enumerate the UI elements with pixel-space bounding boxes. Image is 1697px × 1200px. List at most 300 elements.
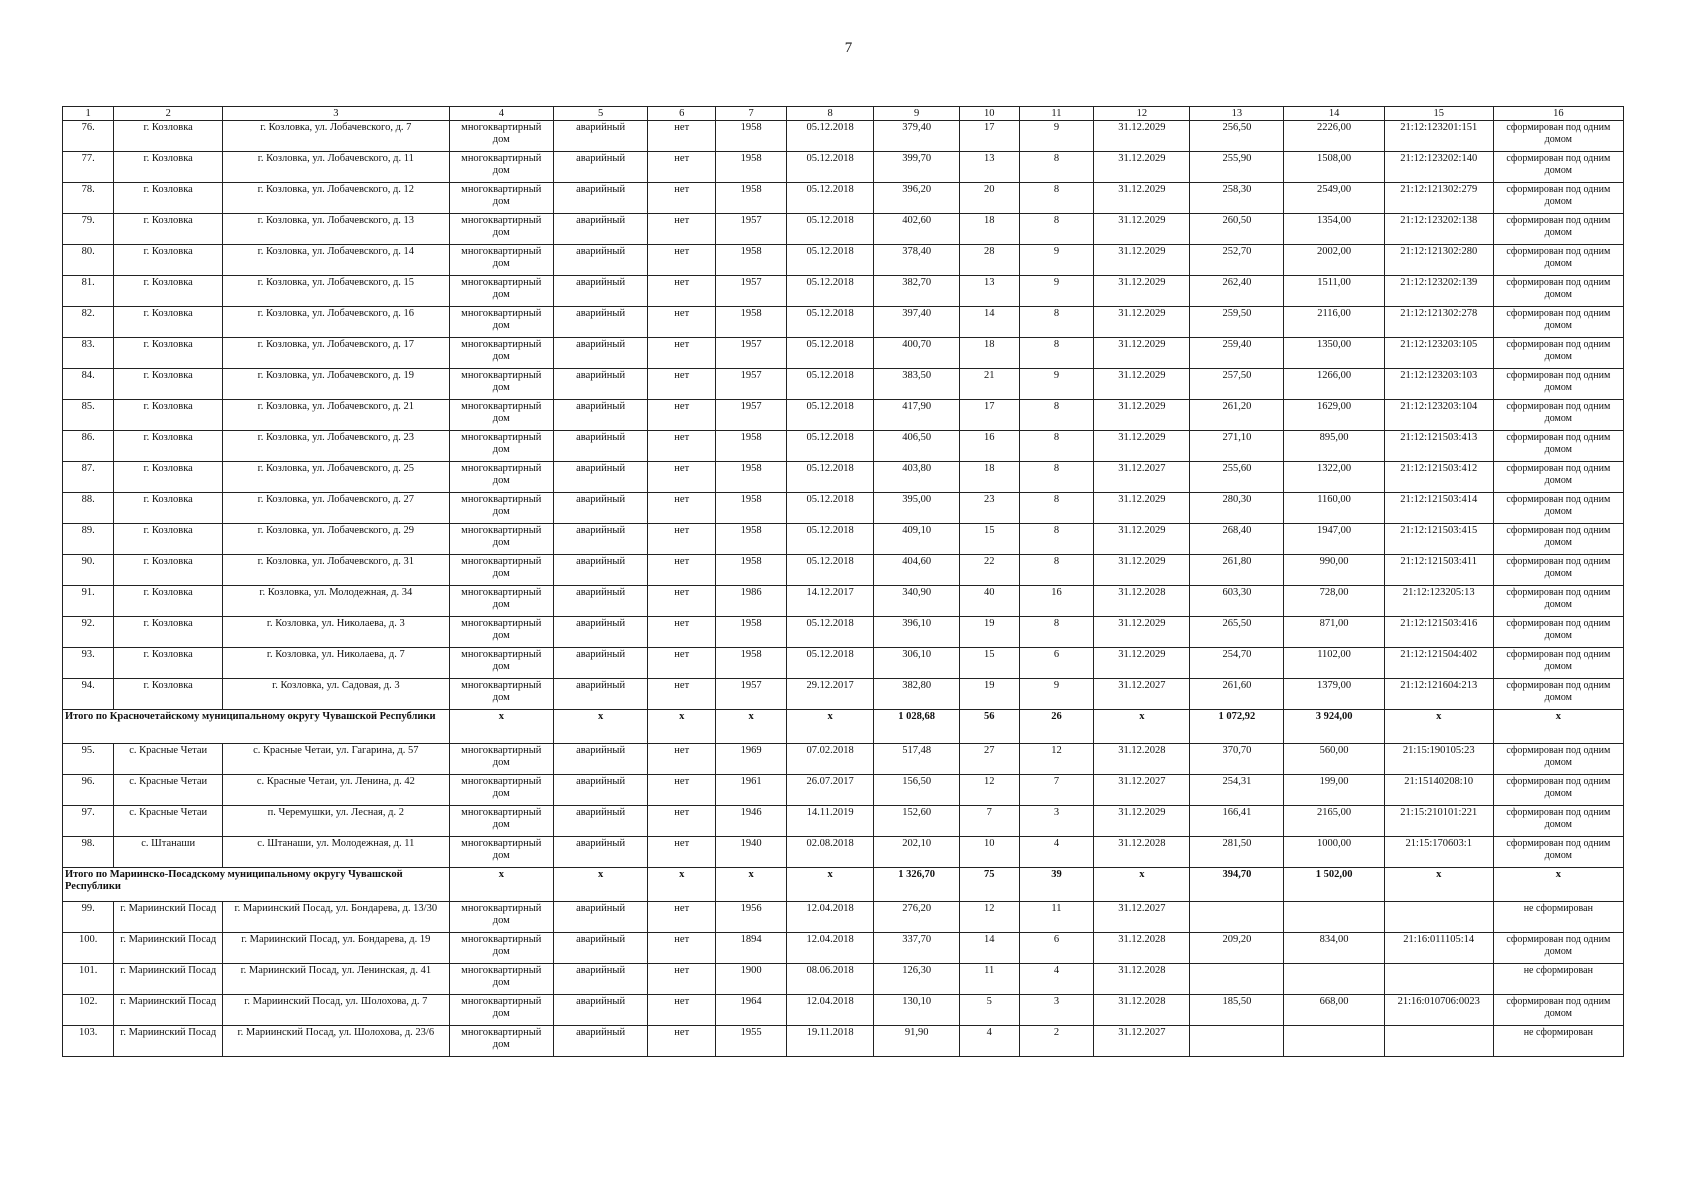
table-cell: 21:15:190105:23 xyxy=(1384,744,1493,775)
table-cell: 21:12:121503:412 xyxy=(1384,462,1493,493)
table-cell: 31.12.2029 xyxy=(1094,183,1190,214)
table-cell: 8 xyxy=(1019,152,1094,183)
table-cell: многоквартирный дом xyxy=(449,245,554,276)
table-cell: 31.12.2029 xyxy=(1094,152,1190,183)
table-cell: 1946 xyxy=(716,806,786,837)
table-cell: 31.12.2029 xyxy=(1094,524,1190,555)
table-cell: 05.12.2018 xyxy=(786,369,874,400)
table-cell: аварийный xyxy=(554,493,648,524)
table-cell: 517,48 xyxy=(874,744,959,775)
table-row xyxy=(63,152,1624,183)
table-cell: нет xyxy=(648,555,716,586)
table-cell: 94. xyxy=(63,679,114,710)
table-cell: 14.12.2017 xyxy=(786,586,874,617)
subtotal-row xyxy=(63,868,1624,902)
table-cell: нет xyxy=(648,744,716,775)
table-cell: 1969 xyxy=(716,744,786,775)
table-cell: 90. xyxy=(63,555,114,586)
table-cell: 31.12.2028 xyxy=(1094,995,1190,1026)
table-cell: 261,80 xyxy=(1190,555,1284,586)
housing-register-table xyxy=(62,106,1624,1057)
table-cell: сформирован под одним домом xyxy=(1493,400,1623,431)
table-cell: 95. xyxy=(63,744,114,775)
table-cell: сформирован под одним домом xyxy=(1493,933,1623,964)
table-cell: г. Мариинский Посад, ул. Ленинская, д. 41 xyxy=(223,964,449,995)
table-cell: 1000,00 xyxy=(1284,837,1384,868)
table-cell: нет xyxy=(648,775,716,806)
table-cell: 21:12:123203:104 xyxy=(1384,400,1493,431)
table-cell: аварийный xyxy=(554,617,648,648)
table-cell: 1955 xyxy=(716,1026,786,1057)
table-cell: г. Козловка, ул. Лобачевского, д. 29 xyxy=(223,524,449,555)
table-cell: 05.12.2018 xyxy=(786,524,874,555)
table-cell: сформирован под одним домом xyxy=(1493,214,1623,245)
table-cell: 258,30 xyxy=(1190,183,1284,214)
table-cell: 31.12.2028 xyxy=(1094,586,1190,617)
table-cell: 103. xyxy=(63,1026,114,1057)
table-cell: 100. xyxy=(63,933,114,964)
table-cell: 378,40 xyxy=(874,245,959,276)
table-cell: 19 xyxy=(959,617,1019,648)
table-cell: 97. xyxy=(63,806,114,837)
subtotal-cell: x xyxy=(1493,868,1623,902)
table-cell: 337,70 xyxy=(874,933,959,964)
table-cell: 1322,00 xyxy=(1284,462,1384,493)
table-cell: 409,10 xyxy=(874,524,959,555)
table-cell: нет xyxy=(648,933,716,964)
subtotal-cell: 1 326,70 xyxy=(874,868,959,902)
table-cell: 7 xyxy=(959,806,1019,837)
table-cell: сформирован под одним домом xyxy=(1493,493,1623,524)
table-cell: 14 xyxy=(959,307,1019,338)
table-cell: г. Козловка xyxy=(114,617,223,648)
subtotal-cell: x xyxy=(1384,710,1493,744)
table-cell: г. Козловка xyxy=(114,369,223,400)
table-row xyxy=(63,524,1624,555)
table-cell: 1958 xyxy=(716,307,786,338)
column-number: 4 xyxy=(449,107,554,121)
column-number: 8 xyxy=(786,107,874,121)
subtotal-cell: x xyxy=(449,868,554,902)
table-cell: 31.12.2028 xyxy=(1094,933,1190,964)
table-cell: 17 xyxy=(959,400,1019,431)
column-number: 9 xyxy=(874,107,959,121)
table-cell: 15 xyxy=(959,524,1019,555)
table-cell: нет xyxy=(648,995,716,1026)
subtotal-cell: x xyxy=(648,710,716,744)
table-cell: 40 xyxy=(959,586,1019,617)
table-cell: 260,50 xyxy=(1190,214,1284,245)
table-cell: 271,10 xyxy=(1190,431,1284,462)
table-cell: 9 xyxy=(1019,121,1094,152)
table-cell: 11 xyxy=(959,964,1019,995)
table-cell: 152,60 xyxy=(874,806,959,837)
table-cell: 8 xyxy=(1019,462,1094,493)
table-cell: 2165,00 xyxy=(1284,806,1384,837)
table-cell: нет xyxy=(648,806,716,837)
table-cell: 31.12.2029 xyxy=(1094,617,1190,648)
table-cell: 1958 xyxy=(716,617,786,648)
table-cell: 276,20 xyxy=(874,902,959,933)
column-number: 11 xyxy=(1019,107,1094,121)
table-cell: 6 xyxy=(1019,648,1094,679)
table-row xyxy=(63,964,1624,995)
table-cell: аварийный xyxy=(554,121,648,152)
table-cell: нет xyxy=(648,617,716,648)
table-cell: аварийный xyxy=(554,462,648,493)
table-cell: 399,70 xyxy=(874,152,959,183)
table-cell: многоквартирный дом xyxy=(449,369,554,400)
table-cell: 1160,00 xyxy=(1284,493,1384,524)
table-cell: многоквартирный дом xyxy=(449,679,554,710)
table-cell: 05.12.2018 xyxy=(786,214,874,245)
table-cell: 7 xyxy=(1019,775,1094,806)
table-cell: г. Козловка xyxy=(114,648,223,679)
subtotal-cell: 3 924,00 xyxy=(1284,710,1384,744)
subtotal-row xyxy=(63,710,1624,744)
table-cell: с. Красные Четаи xyxy=(114,744,223,775)
table-cell: аварийный xyxy=(554,586,648,617)
table-cell: г. Козловка xyxy=(114,493,223,524)
table-cell: 4 xyxy=(959,1026,1019,1057)
table-row xyxy=(63,400,1624,431)
table-cell: 31.12.2029 xyxy=(1094,276,1190,307)
table-cell: сформирован под одним домом xyxy=(1493,121,1623,152)
table-cell: 397,40 xyxy=(874,307,959,338)
table-cell: многоквартирный дом xyxy=(449,775,554,806)
table-cell: нет xyxy=(648,152,716,183)
table-cell: 257,50 xyxy=(1190,369,1284,400)
table-cell: 395,00 xyxy=(874,493,959,524)
table-cell: 8 xyxy=(1019,307,1094,338)
table-cell: 83. xyxy=(63,338,114,369)
table-cell: 88. xyxy=(63,493,114,524)
table-cell: 370,70 xyxy=(1190,744,1284,775)
table-cell: 130,10 xyxy=(874,995,959,1026)
table-cell: 10 xyxy=(959,837,1019,868)
table-row xyxy=(63,555,1624,586)
table-cell: 31.12.2029 xyxy=(1094,338,1190,369)
column-number: 5 xyxy=(554,107,648,121)
table-cell: 1958 xyxy=(716,555,786,586)
table-cell: 1958 xyxy=(716,245,786,276)
table-cell: 31.12.2027 xyxy=(1094,1026,1190,1057)
table-cell: 31.12.2029 xyxy=(1094,400,1190,431)
table-cell: 23 xyxy=(959,493,1019,524)
subtotal-cell: 26 xyxy=(1019,710,1094,744)
table-row xyxy=(63,307,1624,338)
subtotal-cell: 1 072,92 xyxy=(1190,710,1284,744)
table-cell: 08.06.2018 xyxy=(786,964,874,995)
table-cell: 1958 xyxy=(716,648,786,679)
table-cell: г. Козловка, ул. Лобачевского, д. 12 xyxy=(223,183,449,214)
table-cell: 21:12:123202:139 xyxy=(1384,276,1493,307)
table-cell: 1379,00 xyxy=(1284,679,1384,710)
column-number: 7 xyxy=(716,107,786,121)
table-cell: многоквартирный дом xyxy=(449,183,554,214)
table-cell: г. Козловка, ул. Молодежная, д. 34 xyxy=(223,586,449,617)
table-row xyxy=(63,933,1624,964)
table-cell: 1958 xyxy=(716,183,786,214)
table-cell: с. Красные Четаи xyxy=(114,775,223,806)
table-cell: 21:12:121302:278 xyxy=(1384,307,1493,338)
table-cell: сформирован под одним домом xyxy=(1493,806,1623,837)
table-cell: 1961 xyxy=(716,775,786,806)
table-row xyxy=(63,679,1624,710)
table-cell: 19.11.2018 xyxy=(786,1026,874,1057)
table-cell: 78. xyxy=(63,183,114,214)
table-cell: многоквартирный дом xyxy=(449,431,554,462)
table-cell: 256,50 xyxy=(1190,121,1284,152)
table-cell: г. Козловка xyxy=(114,462,223,493)
table-cell: нет xyxy=(648,524,716,555)
table-cell: 306,10 xyxy=(874,648,959,679)
table-cell: 05.12.2018 xyxy=(786,338,874,369)
table-cell: 85. xyxy=(63,400,114,431)
table-cell: 18 xyxy=(959,214,1019,245)
table-cell: 1511,00 xyxy=(1284,276,1384,307)
subtotal-cell: x xyxy=(1493,710,1623,744)
table-cell: 05.12.2018 xyxy=(786,183,874,214)
table-cell: 98. xyxy=(63,837,114,868)
table-cell: нет xyxy=(648,837,716,868)
table-cell: 255,90 xyxy=(1190,152,1284,183)
table-cell: 05.12.2018 xyxy=(786,276,874,307)
table-cell: многоквартирный дом xyxy=(449,995,554,1026)
table-cell: нет xyxy=(648,586,716,617)
table-cell: аварийный xyxy=(554,679,648,710)
table-cell: 382,80 xyxy=(874,679,959,710)
table-cell: 29.12.2017 xyxy=(786,679,874,710)
table-cell: 21:12:123203:103 xyxy=(1384,369,1493,400)
table-cell: 382,70 xyxy=(874,276,959,307)
table-cell: аварийный xyxy=(554,744,648,775)
table-cell: 259,40 xyxy=(1190,338,1284,369)
table-cell: с. Красные Четаи xyxy=(114,806,223,837)
table-cell: с. Красные Четаи, ул. Гагарина, д. 57 xyxy=(223,744,449,775)
table-cell: г. Козловка, ул. Лобачевского, д. 14 xyxy=(223,245,449,276)
table-cell: 79. xyxy=(63,214,114,245)
table-cell: 406,50 xyxy=(874,431,959,462)
table-cell: 31.12.2029 xyxy=(1094,493,1190,524)
column-number: 1 xyxy=(63,107,114,121)
table-cell: сформирован под одним домом xyxy=(1493,679,1623,710)
table-cell: 1266,00 xyxy=(1284,369,1384,400)
table-cell: сформирован под одним домом xyxy=(1493,183,1623,214)
column-number: 13 xyxy=(1190,107,1284,121)
table-cell: сформирован под одним домом xyxy=(1493,369,1623,400)
table-cell: многоквартирный дом xyxy=(449,276,554,307)
table-cell: 21:12:123205:13 xyxy=(1384,586,1493,617)
table-cell: 21:12:123201:151 xyxy=(1384,121,1493,152)
table-cell: 261,60 xyxy=(1190,679,1284,710)
table-cell: п. Черемушки, ул. Лесная, д. 2 xyxy=(223,806,449,837)
table-cell: 12 xyxy=(959,775,1019,806)
table-cell: аварийный xyxy=(554,775,648,806)
column-number: 14 xyxy=(1284,107,1384,121)
table-cell: многоквартирный дом xyxy=(449,493,554,524)
table-cell: 1958 xyxy=(716,524,786,555)
table-cell: 8 xyxy=(1019,338,1094,369)
table-cell: 22 xyxy=(959,555,1019,586)
table-cell: 05.12.2018 xyxy=(786,555,874,586)
table-cell: г. Козловка, ул. Лобачевского, д. 21 xyxy=(223,400,449,431)
table-cell: 21:12:121503:416 xyxy=(1384,617,1493,648)
table-cell: 1957 xyxy=(716,369,786,400)
table-cell: 05.12.2018 xyxy=(786,648,874,679)
table-cell: 199,00 xyxy=(1284,775,1384,806)
table-cell: 31.12.2028 xyxy=(1094,744,1190,775)
table-cell: г. Мариинский Посад xyxy=(114,964,223,995)
table-cell: многоквартирный дом xyxy=(449,214,554,245)
table-cell: аварийный xyxy=(554,555,648,586)
table-cell: сформирован под одним домом xyxy=(1493,586,1623,617)
table-cell: нет xyxy=(648,493,716,524)
table-cell: сформирован под одним домом xyxy=(1493,775,1623,806)
table-cell: многоквартирный дом xyxy=(449,902,554,933)
table-cell: 156,50 xyxy=(874,775,959,806)
table-cell: 8 xyxy=(1019,555,1094,586)
table-cell: г. Козловка xyxy=(114,524,223,555)
table-cell: 31.12.2029 xyxy=(1094,431,1190,462)
table-cell: 81. xyxy=(63,276,114,307)
table-cell: 21:12:123202:140 xyxy=(1384,152,1493,183)
subtotal-cell: x xyxy=(1094,868,1190,902)
table-cell: сформирован под одним домом xyxy=(1493,617,1623,648)
table-cell: г. Козловка, ул. Садовая, д. 3 xyxy=(223,679,449,710)
table-cell: нет xyxy=(648,431,716,462)
table-cell: 82. xyxy=(63,307,114,338)
table-cell: 14 xyxy=(959,933,1019,964)
table-cell: 185,50 xyxy=(1190,995,1284,1026)
table-cell: г. Козловка xyxy=(114,183,223,214)
table-cell: 603,30 xyxy=(1190,586,1284,617)
table-cell: 31.12.2029 xyxy=(1094,369,1190,400)
table-cell: г. Козловка xyxy=(114,400,223,431)
subtotal-cell: x xyxy=(449,710,554,744)
table-cell: г. Козловка, ул. Лобачевского, д. 19 xyxy=(223,369,449,400)
table-row xyxy=(63,245,1624,276)
table-cell: 21:12:121503:415 xyxy=(1384,524,1493,555)
table-cell: многоквартирный дом xyxy=(449,555,554,586)
table-cell: 1894 xyxy=(716,933,786,964)
table-row xyxy=(63,214,1624,245)
table-cell: многоквартирный дом xyxy=(449,400,554,431)
table-cell: 19 xyxy=(959,679,1019,710)
table-cell: нет xyxy=(648,276,716,307)
table-cell: 21:16:011105:14 xyxy=(1384,933,1493,964)
column-number: 6 xyxy=(648,107,716,121)
table-cell: 21 xyxy=(959,369,1019,400)
subtotal-cell: x xyxy=(786,868,874,902)
table-cell: 1947,00 xyxy=(1284,524,1384,555)
table-cell: сформирован под одним домом xyxy=(1493,245,1623,276)
subtotal-cell: 56 xyxy=(959,710,1019,744)
table-cell: 1354,00 xyxy=(1284,214,1384,245)
table-cell: 21:16:010706:0023 xyxy=(1384,995,1493,1026)
table-cell: многоквартирный дом xyxy=(449,806,554,837)
subtotal-cell: x xyxy=(1094,710,1190,744)
table-cell: нет xyxy=(648,964,716,995)
table-cell xyxy=(1384,902,1493,933)
table-cell: 8 xyxy=(1019,493,1094,524)
table-cell: 4 xyxy=(1019,837,1094,868)
table-cell: 402,60 xyxy=(874,214,959,245)
table-row xyxy=(63,775,1624,806)
table-cell: 14.11.2019 xyxy=(786,806,874,837)
table-cell: сформирован под одним домом xyxy=(1493,837,1623,868)
table-cell: 84. xyxy=(63,369,114,400)
table-cell: 126,30 xyxy=(874,964,959,995)
table-cell: г. Мариинский Посад, ул. Бондарева, д. 13/30 xyxy=(223,902,449,933)
table-cell: г. Мариинский Посад xyxy=(114,1026,223,1057)
subtotal-cell: 39 xyxy=(1019,868,1094,902)
table-cell: с. Штанаши, ул. Молодежная, д. 11 xyxy=(223,837,449,868)
table-cell: 1958 xyxy=(716,431,786,462)
table-cell: г. Козловка, ул. Лобачевского, д. 23 xyxy=(223,431,449,462)
table-cell: многоквартирный дом xyxy=(449,462,554,493)
table-cell: нет xyxy=(648,400,716,431)
table-cell: г. Козловка, ул. Лобачевского, д. 17 xyxy=(223,338,449,369)
table-cell: сформирован под одним домом xyxy=(1493,744,1623,775)
table-cell: нет xyxy=(648,369,716,400)
table-cell: г. Козловка xyxy=(114,152,223,183)
table-cell: не сформирован xyxy=(1493,902,1623,933)
table-cell: 31.12.2027 xyxy=(1094,902,1190,933)
table-cell: 05.12.2018 xyxy=(786,245,874,276)
subtotal-cell: 75 xyxy=(959,868,1019,902)
table-cell: г. Козловка xyxy=(114,276,223,307)
table-cell xyxy=(1284,1026,1384,1057)
table-cell: 396,10 xyxy=(874,617,959,648)
table-cell xyxy=(1190,964,1284,995)
table-cell: аварийный xyxy=(554,214,648,245)
table-cell: 280,30 xyxy=(1190,493,1284,524)
table-cell: аварийный xyxy=(554,1026,648,1057)
table-cell: аварийный xyxy=(554,524,648,555)
table-cell: 4 xyxy=(1019,964,1094,995)
table-cell: 3 xyxy=(1019,806,1094,837)
table-cell: многоквартирный дом xyxy=(449,152,554,183)
table-cell: г. Мариинский Посад xyxy=(114,933,223,964)
table-row xyxy=(63,744,1624,775)
table-cell: не сформирован xyxy=(1493,964,1623,995)
table-cell: 9 xyxy=(1019,369,1094,400)
table-cell: 1900 xyxy=(716,964,786,995)
table-cell: 1958 xyxy=(716,493,786,524)
table-cell: 268,40 xyxy=(1190,524,1284,555)
table-cell: 2226,00 xyxy=(1284,121,1384,152)
table-cell: сформирован под одним домом xyxy=(1493,995,1623,1026)
table-cell: г. Козловка, ул. Лобачевского, д. 13 xyxy=(223,214,449,245)
table-cell xyxy=(1384,964,1493,995)
table-cell: 9 xyxy=(1019,245,1094,276)
table-cell: 05.12.2018 xyxy=(786,121,874,152)
table-body xyxy=(63,121,1624,1057)
table-cell: 1957 xyxy=(716,214,786,245)
table-cell: г. Козловка, ул. Лобачевского, д. 7 xyxy=(223,121,449,152)
table-cell: 21:15140208:10 xyxy=(1384,775,1493,806)
table-cell: 96. xyxy=(63,775,114,806)
table-cell: аварийный xyxy=(554,806,648,837)
table-cell: нет xyxy=(648,1026,716,1057)
table-cell: 261,20 xyxy=(1190,400,1284,431)
table-cell: сформирован под одним домом xyxy=(1493,276,1623,307)
table-cell: сформирован под одним домом xyxy=(1493,524,1623,555)
subtotal-cell: 394,70 xyxy=(1190,868,1284,902)
table-cell: нет xyxy=(648,902,716,933)
table-cell: 12 xyxy=(1019,744,1094,775)
